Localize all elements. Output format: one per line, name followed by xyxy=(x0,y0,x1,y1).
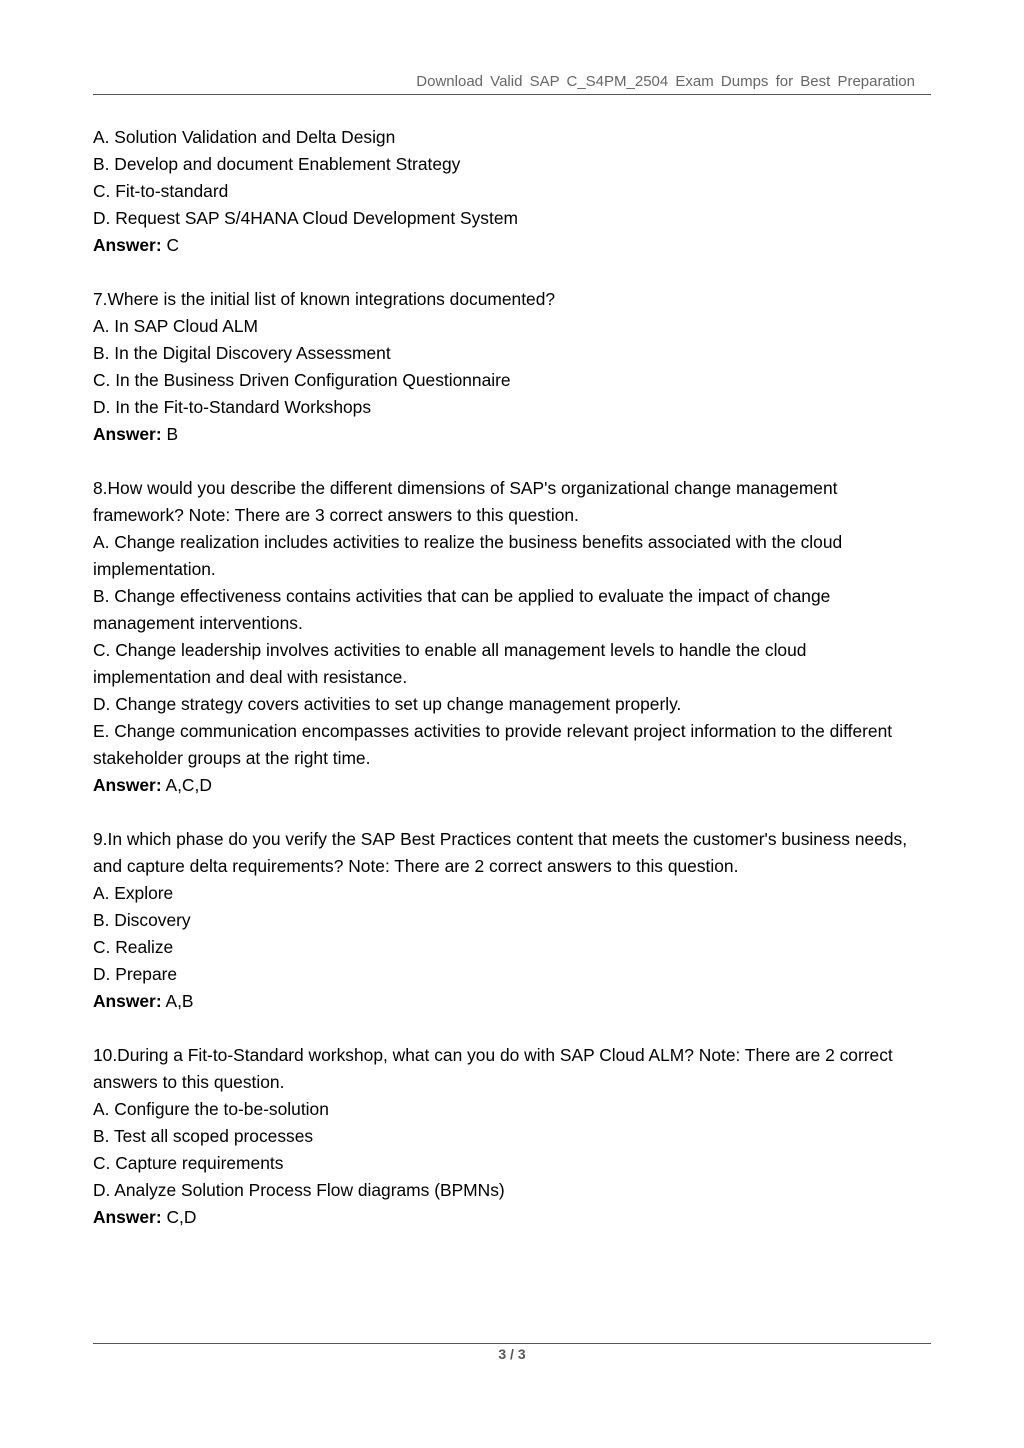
footer-divider xyxy=(93,1343,931,1344)
option-a: A. Configure the to-be-solution xyxy=(93,1099,329,1119)
question-block-6 xyxy=(93,124,935,259)
option-c: C. In the Business Driven Configuration Questionnaire xyxy=(93,370,511,390)
option-d: D. Prepare xyxy=(93,964,178,984)
answer-line xyxy=(93,232,935,259)
answer-line xyxy=(93,772,935,799)
option-d: D. Change strategy covers activities to set up change management properly. xyxy=(93,694,682,714)
answer-value: A,B xyxy=(161,991,194,1011)
answer-label: Answer: xyxy=(93,775,162,795)
document-body xyxy=(93,124,935,1231)
option-c: C. Capture requirements xyxy=(93,1153,284,1173)
answer-line xyxy=(93,988,935,1015)
question-text: 10.During a Fit-to-Standard workshop, what can you do with SAP Cloud ALM? Note: There are 2 correct xyxy=(93,1045,893,1065)
answer-value: A,C,D xyxy=(161,775,212,795)
option-e: E. Change communication encompasses activities to provide relevant project information to the different xyxy=(93,721,893,741)
option-a: A. Explore xyxy=(93,883,174,903)
option-a: A. In SAP Cloud ALM xyxy=(93,316,258,336)
option-a-cont: implementation. xyxy=(93,559,216,579)
option-d: D. Analyze Solution Process Flow diagrams (BPMNs) xyxy=(93,1180,505,1200)
answer-value: C xyxy=(161,235,180,255)
answer-value: B xyxy=(161,424,179,444)
header-text: Download Valid SAP C_S4PM_2504 Exam Dumps for Best Preparation xyxy=(416,73,915,90)
option-b-cont: management interventions. xyxy=(93,613,303,633)
option-c-cont: implementation and deal with resistance. xyxy=(93,667,408,687)
option-a: A. Solution Validation and Delta Design xyxy=(93,127,396,147)
question-block-10 xyxy=(93,1042,935,1231)
answer-label: Answer: xyxy=(93,991,162,1011)
question-text: 7.Where is the initial list of known integrations documented? xyxy=(93,289,556,309)
option-d: D. Request SAP S/4HANA Cloud Development System xyxy=(93,208,518,228)
option-b: B. Change effectiveness contains activities that can be applied to evaluate the impact of change xyxy=(93,586,831,606)
question-text: answers to this question. xyxy=(93,1072,285,1092)
option-d: D. In the Fit-to-Standard Workshops xyxy=(93,397,372,417)
answer-value: C,D xyxy=(161,1207,197,1227)
answer-line xyxy=(93,421,935,448)
option-b: B. Develop and document Enablement Strategy xyxy=(93,154,461,174)
spacer xyxy=(93,1015,935,1042)
spacer xyxy=(93,799,935,826)
answer-label: Answer: xyxy=(93,1207,162,1227)
question-text: 8.How would you describe the different dimensions of SAP's organizational change management xyxy=(93,478,838,498)
question-block-7 xyxy=(93,286,935,448)
question-text: framework? Note: There are 3 correct answers to this question. xyxy=(93,505,579,525)
question-text: and capture delta requirements? Note: There are 2 correct answers to this question. xyxy=(93,856,739,876)
answer-line xyxy=(93,1204,935,1231)
question-block-8 xyxy=(93,475,935,799)
option-a: A. Change realization includes activities to realize the business benefits associated with the cloud xyxy=(93,532,843,552)
option-e-cont: stakeholder groups at the right time. xyxy=(93,748,371,768)
question-block-9 xyxy=(93,826,935,1015)
answer-label: Answer: xyxy=(93,424,162,444)
page-number: 3 / 3 xyxy=(498,1346,526,1362)
option-b: B. Discovery xyxy=(93,910,191,930)
answer-label: Answer: xyxy=(93,235,162,255)
option-c: C. Realize xyxy=(93,937,174,957)
spacer xyxy=(93,448,935,475)
question-text: 9.In which phase do you verify the SAP Best Practices content that meets the customer's business needs, xyxy=(93,829,908,849)
option-b: B. In the Digital Discovery Assessment xyxy=(93,343,391,363)
option-c: C. Fit-to-standard xyxy=(93,181,229,201)
spacer xyxy=(93,259,935,286)
page-header xyxy=(93,72,931,95)
option-b: B. Test all scoped processes xyxy=(93,1126,314,1146)
option-c: C. Change leadership involves activities to enable all management levels to handle the cloud xyxy=(93,640,807,660)
